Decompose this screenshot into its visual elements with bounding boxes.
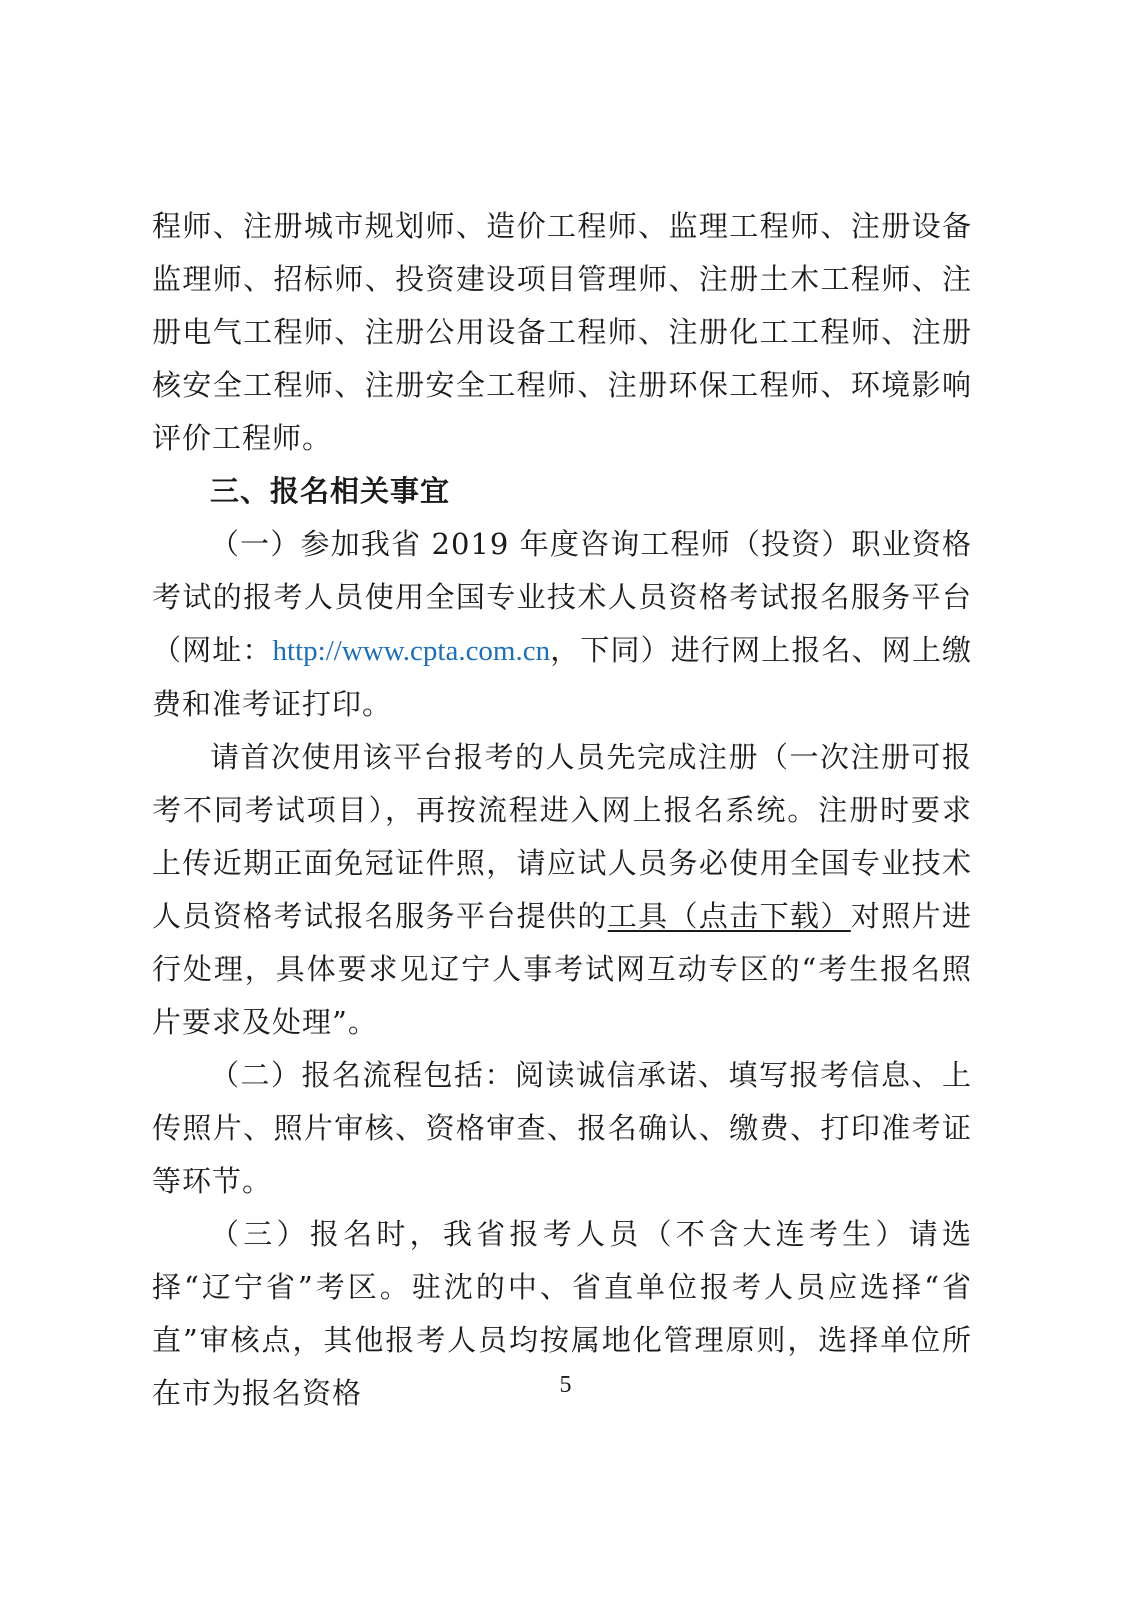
paragraph-text: ，下同）进行网上报名、网上缴费和准考证打印。 [152, 633, 972, 721]
cpta-website-link[interactable]: http://www.cpta.com.cn [272, 635, 551, 667]
paragraph-text: 对照片进行处理，具体要求见辽宁人事考试网互动专区的“考生报名照片要求及处理”。 [152, 899, 972, 1039]
paragraph-registration-process: （二）报名流程包括：阅读诚信承诺、填写报考信息、上传照片、照片审核、资格审查、报名确认、缴费、打印准考证等环节。 [152, 1058, 972, 1198]
page-number: 5 [559, 1372, 572, 1398]
section-heading: 三、报名相关事宜 [210, 474, 451, 508]
document-body [152, 200, 972, 1420]
paragraph-engineer-list: 程师、注册城市规划师、造价工程师、监理工程师、注册设备监理师、招标师、投资建设项目管理师、注册土木工程师、注册电气工程师、注册公用设备工程师、注册化工工程师、注册核安全工程师、注册安全工程师、注册环保工程师、环境影响评价工程师。 [152, 209, 972, 455]
paragraph-text: 请首次使用该平台报考的人员先完成注册（一次注册可报考不同考试项目），再按流程进入网上报名系统。注册时要求上传近期正面免冠证件照，请应试人员务必使用全国专业技术人员资格考试报名服务平台提供的 [152, 740, 972, 933]
paragraph-registration-platform [152, 518, 972, 731]
paragraph-exam-region: （三）报名时，我省报考人员（不含大连考生）请选择“辽宁省”考区。驻沈的中、省直单位报考人员应选择“省直”审核点，其他报考人员均按属地化管理原则，选择单位所在市为报名资格 [152, 1217, 972, 1410]
paragraph-photo-requirements [152, 731, 972, 1049]
tool-download-link[interactable]: 工具（点击下载） [607, 899, 851, 933]
paragraph-text: （一）参加我省 2019 年度咨询工程师（投资）职业资格考试的报考人员使用全国专业技术人员资格考试报名服务平台（网址： [152, 527, 972, 667]
